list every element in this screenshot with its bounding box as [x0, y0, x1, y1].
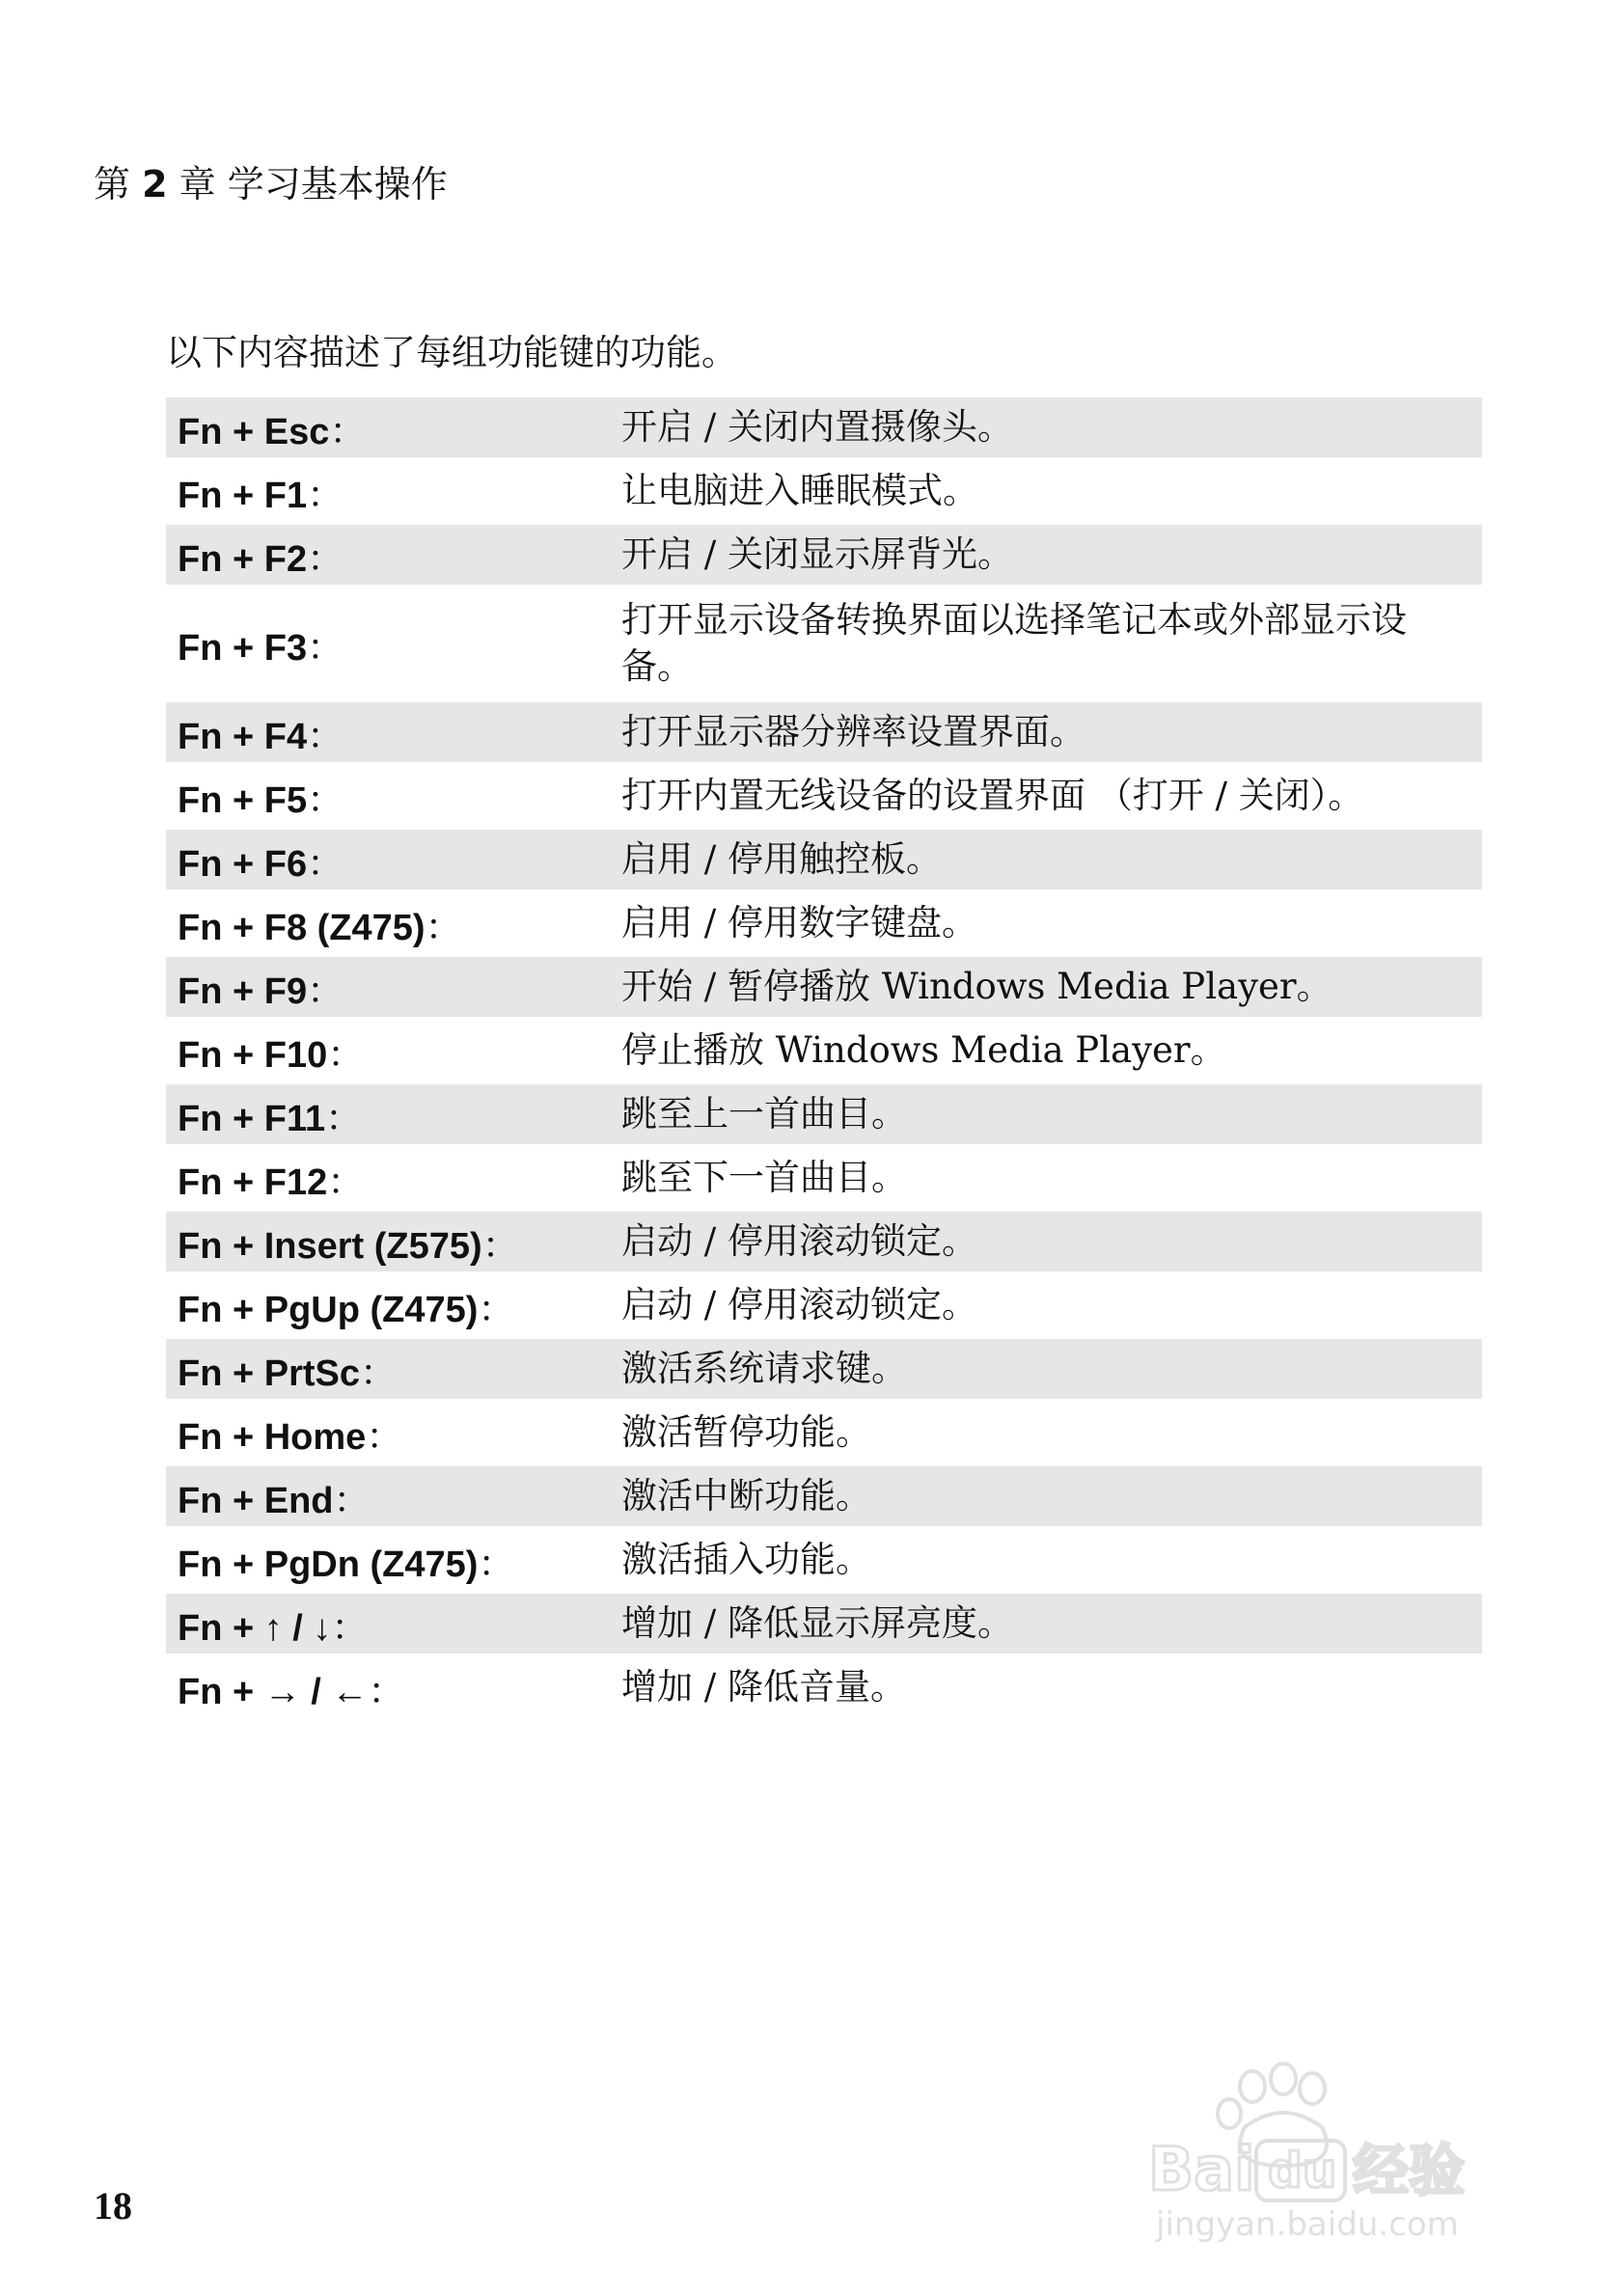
- key-description: 启用 / 停用触控板。: [621, 838, 942, 880]
- key-colon: ：: [307, 779, 344, 821]
- table-row: [166, 1339, 1482, 1399]
- key-label: Fn + PgUp (Z475): [178, 1289, 479, 1330]
- table-row: [166, 702, 1482, 762]
- chapter-prefix: 第: [94, 163, 131, 205]
- key-description: 激活系统请求键。: [621, 1348, 907, 1389]
- paw-toe-2: [1271, 2064, 1296, 2094]
- key-label: Fn + Home: [178, 1416, 367, 1458]
- key-description: 启用 / 停用数字键盘。: [621, 902, 977, 943]
- chapter-header: [94, 160, 448, 208]
- key-colon: ：: [327, 1162, 365, 1203]
- key-combination: [166, 401, 619, 454]
- function-key-table: [166, 397, 1482, 1721]
- table-row: [166, 1148, 1482, 1208]
- key-colon: ：: [307, 716, 344, 757]
- key-colon: ：: [333, 1480, 371, 1521]
- chapter-number: 2: [142, 163, 168, 205]
- table-row: [166, 525, 1482, 585]
- paw-toe-4: [1218, 2099, 1241, 2128]
- key-colon: ：: [307, 475, 344, 516]
- key-colon: ：: [307, 843, 344, 885]
- key-description: 开启 / 关闭显示屏背光。: [621, 533, 1013, 575]
- key-colon: ：: [360, 1353, 398, 1394]
- key-combination: [166, 529, 619, 582]
- key-combination: [166, 897, 619, 950]
- key-combination: [166, 1534, 619, 1587]
- key-label: Fn + → / ←: [178, 1671, 369, 1712]
- table-row: [166, 957, 1482, 1017]
- key-combination: [166, 770, 619, 823]
- table-row: [166, 1084, 1482, 1144]
- baidu-watermark-logo: [1148, 2060, 1573, 2243]
- key-combination: [166, 706, 619, 759]
- key-description: 启动 / 停用滚动锁定。: [621, 1220, 977, 1262]
- key-description: 打开内置无线设备的设置界面 （打开 / 关闭）。: [621, 775, 1364, 816]
- table-row: [166, 1212, 1482, 1271]
- table-row: [166, 830, 1482, 889]
- key-description: 打开显示设备转换界面以选择笔记本或外部显示设备。: [621, 599, 1407, 687]
- table-row: [166, 1275, 1482, 1335]
- key-combination: [166, 1661, 619, 1714]
- page-number: 18: [94, 2184, 132, 2228]
- watermark-du: du: [1268, 2143, 1337, 2199]
- key-description: 启动 / 停用滚动锁定。: [621, 1284, 977, 1326]
- table-row: [166, 1466, 1482, 1526]
- table-row: [166, 588, 1482, 698]
- key-label: Fn + Esc: [178, 411, 330, 452]
- key-label: Fn + F6: [178, 843, 308, 885]
- key-label: Fn + PrtSc: [178, 1353, 360, 1394]
- key-combination: [166, 1152, 619, 1205]
- key-label: Fn + F9: [178, 970, 308, 1012]
- key-combination: [166, 1025, 619, 1078]
- key-colon: ：: [481, 1225, 519, 1267]
- table-row: [166, 461, 1482, 521]
- key-combination: [166, 1088, 619, 1141]
- key-label: Fn + Insert (Z575): [178, 1225, 482, 1267]
- key-combination: [166, 1470, 619, 1523]
- key-description: 激活暂停功能。: [621, 1411, 871, 1453]
- key-combination: [166, 1279, 619, 1332]
- table-row: [166, 1021, 1482, 1080]
- key-label: Fn + F4: [178, 716, 308, 757]
- key-description: 跳至下一首曲目。: [621, 1157, 907, 1198]
- key-label: Fn + F5: [178, 779, 308, 821]
- key-label: Fn + PgDn (Z475): [178, 1544, 479, 1585]
- key-colon: ：: [329, 411, 367, 452]
- key-colon: ：: [366, 1416, 403, 1458]
- key-colon: ：: [368, 1671, 405, 1712]
- table-row: [166, 1594, 1482, 1654]
- key-combination: [166, 1216, 619, 1269]
- table-row: [166, 893, 1482, 953]
- key-label: Fn + F10: [178, 1034, 328, 1076]
- table-row: [166, 1403, 1482, 1462]
- key-combination: [166, 617, 619, 670]
- key-colon: ：: [307, 970, 344, 1012]
- paw-toe-3: [1300, 2073, 1325, 2104]
- key-combination: [166, 1343, 619, 1396]
- key-label: Fn + F1: [178, 475, 308, 516]
- key-combination: [166, 1598, 619, 1651]
- key-label: Fn + F2: [178, 538, 308, 580]
- key-colon: ：: [327, 1034, 365, 1076]
- key-label: Fn + End: [178, 1480, 334, 1521]
- key-label: Fn + F3: [178, 627, 308, 669]
- key-colon: ：: [307, 538, 344, 580]
- table-row: [166, 1530, 1482, 1590]
- key-label: Fn + F12: [178, 1162, 328, 1203]
- key-description: 激活插入功能。: [621, 1539, 871, 1580]
- key-label: Fn + ↑ / ↓: [178, 1607, 332, 1649]
- key-combination: [166, 1407, 619, 1460]
- key-description: 停止播放 Windows Media Player。: [621, 1029, 1226, 1071]
- key-combination: [166, 834, 619, 887]
- key-description: 开启 / 关闭内置摄像头。: [621, 406, 1013, 448]
- key-colon: ：: [478, 1544, 515, 1585]
- table-row: [166, 397, 1482, 457]
- table-row: [166, 1657, 1482, 1717]
- key-colon: ：: [478, 1289, 515, 1330]
- key-description: 开始 / 暂停播放 Windows Media Player。: [621, 966, 1333, 1007]
- key-description: 增加 / 降低显示屏亮度。: [621, 1602, 1013, 1644]
- key-description: 让电脑进入睡眠模式。: [621, 470, 978, 511]
- key-label: Fn + F8 (Z475): [178, 907, 426, 948]
- key-description: 打开显示器分辨率设置界面。: [621, 711, 1085, 752]
- key-colon: ：: [425, 907, 462, 948]
- key-colon: ：: [325, 1098, 363, 1139]
- key-description: 激活中断功能。: [621, 1475, 871, 1517]
- key-label: Fn + F11: [178, 1098, 326, 1139]
- table-row: [166, 766, 1482, 826]
- key-description: 跳至上一首曲目。: [621, 1093, 907, 1134]
- chapter-title: 章 学习基本操作: [179, 163, 448, 205]
- key-description: 增加 / 降低音量。: [621, 1666, 906, 1708]
- paw-toe-1: [1240, 2071, 1265, 2102]
- watermark-brand: Bai: [1148, 2134, 1255, 2204]
- watermark-url: jingyan.baidu.com: [1156, 2205, 1459, 2243]
- intro-text: 以下内容描述了每组功能键的功能。: [166, 332, 737, 373]
- watermark-jingyan: 经验: [1353, 2138, 1466, 2203]
- key-colon: ：: [307, 627, 344, 669]
- key-combination: [166, 961, 619, 1014]
- key-combination: [166, 465, 619, 518]
- key-colon: ：: [331, 1607, 369, 1649]
